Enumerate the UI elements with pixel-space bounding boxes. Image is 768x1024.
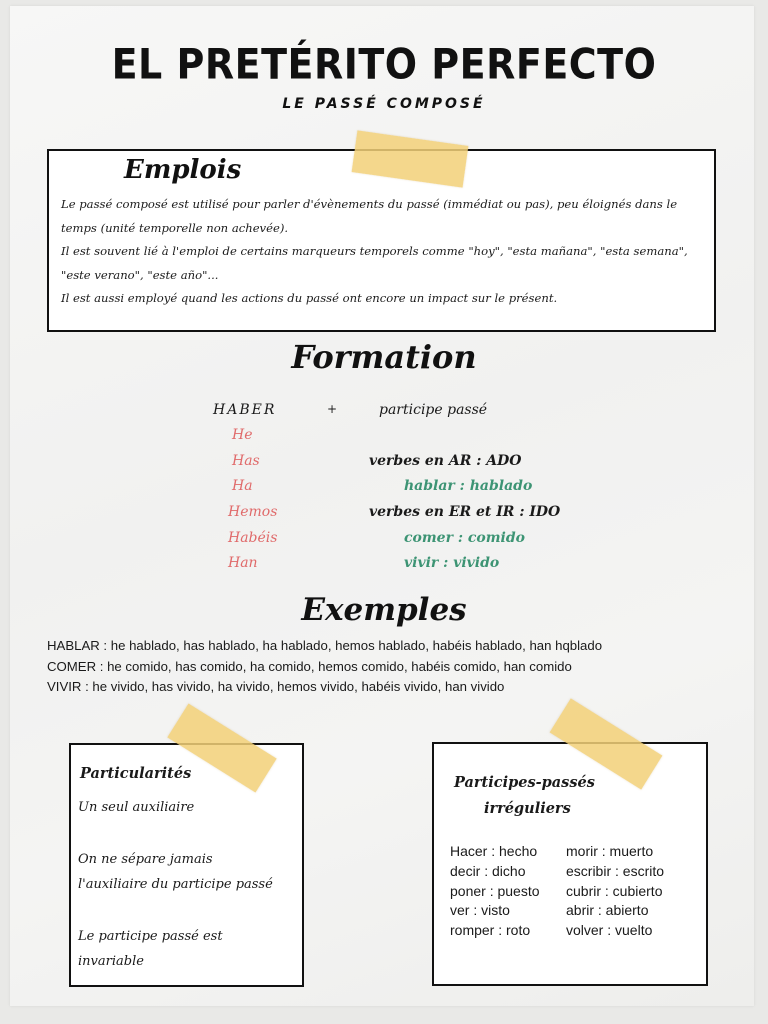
page-subtitle: LE PASSÉ COMPOSÉ xyxy=(282,96,486,112)
emplois-line: Le passé composé est utilisé pour parler d'évènements du passé (immédiat ou pas), peu éloignés dans le xyxy=(61,197,678,211)
list-item xyxy=(450,862,664,882)
haber-form: Han xyxy=(228,555,258,571)
emplois-line: Il est souvent lié à l'emploi de certains marqueurs temporels comme "hoy", "esta mañana", "esta semana", xyxy=(61,244,688,258)
formation-heading: Formation xyxy=(291,338,477,376)
example-line: HABLAR : he hablado, has hablado, ha hablado, hemos hablado, habéis hablado, han hqblado xyxy=(47,638,603,653)
rule-er-ir: verbes en ER et IR : IDO xyxy=(369,504,561,520)
example-line: COMER : he comido, has comido, ha comido, hemos comido, habéis comido, han comido xyxy=(47,658,572,674)
particularites-card xyxy=(69,743,304,987)
example-ar: hablar : hablado xyxy=(404,478,533,494)
participle-pair: volver : vuelto xyxy=(566,922,653,939)
participle-pair: decir : dicho xyxy=(450,862,526,879)
exemples-heading: Exemples xyxy=(301,592,467,628)
participle-label: participe passé xyxy=(379,402,488,418)
emplois-line: temps (unité temporelle non achevée). xyxy=(61,220,289,235)
emplois-text xyxy=(61,193,706,311)
emplois-card xyxy=(47,149,716,332)
particularites-line: invariable xyxy=(78,954,144,969)
participle-pair: ver : visto xyxy=(450,902,510,919)
haber-label: HABER xyxy=(213,402,277,418)
example-ir: vivir : vivido xyxy=(404,555,500,571)
participle-pair: Hacer : hecho xyxy=(450,843,538,859)
particularites-line: Le participe passé est xyxy=(78,929,223,944)
participle-pair: abrir : abierto xyxy=(566,902,649,919)
page-title: EL PRETÉRITO PERFECTO xyxy=(111,39,657,89)
emplois-heading: Emplois xyxy=(124,155,242,185)
participle-pair: poner : puesto xyxy=(450,882,540,899)
participle-pair: morir : muerto xyxy=(566,843,654,859)
plus-sign: + xyxy=(327,402,338,416)
emplois-line: Il est aussi employé quand les actions du passé ont encore un impact sur le présent. xyxy=(61,291,558,305)
emplois-line: "este verano", "este año"... xyxy=(61,267,219,282)
participle-pair: escribir : escrito xyxy=(566,862,665,879)
haber-form: Hemos xyxy=(228,504,278,520)
particularites-line: On ne sépare jamais xyxy=(78,852,213,867)
list-item xyxy=(450,882,664,902)
haber-form: Ha xyxy=(232,478,253,494)
particularites-heading: Particularités xyxy=(80,765,192,782)
list-item xyxy=(450,921,664,941)
examples-list xyxy=(47,636,602,698)
example-line: VIVIR : he vivido, has vivido, ha vivido, hemos vivido, habéis vivido, han vivido xyxy=(47,679,505,694)
participle-pair: cubrir : cubierto xyxy=(566,882,663,899)
particularites-line: l'auxiliaire du participe passé xyxy=(78,877,273,892)
list-item xyxy=(450,901,664,921)
haber-form: Has xyxy=(232,453,260,469)
rule-ar: verbes en AR : ADO xyxy=(369,453,522,469)
participle-pair: romper : roto xyxy=(450,922,531,939)
haber-form: Habéis xyxy=(228,530,278,546)
irregular-participles-list xyxy=(450,842,664,941)
irreguliers-heading-2: irréguliers xyxy=(484,800,571,817)
example-er: comer : comido xyxy=(404,530,525,546)
haber-form: He xyxy=(232,427,253,443)
particularites-line: Un seul auxiliaire xyxy=(78,800,195,815)
irreguliers-heading: Participes-passés xyxy=(454,774,595,791)
irreguliers-card xyxy=(432,742,708,986)
list-item xyxy=(450,842,664,862)
